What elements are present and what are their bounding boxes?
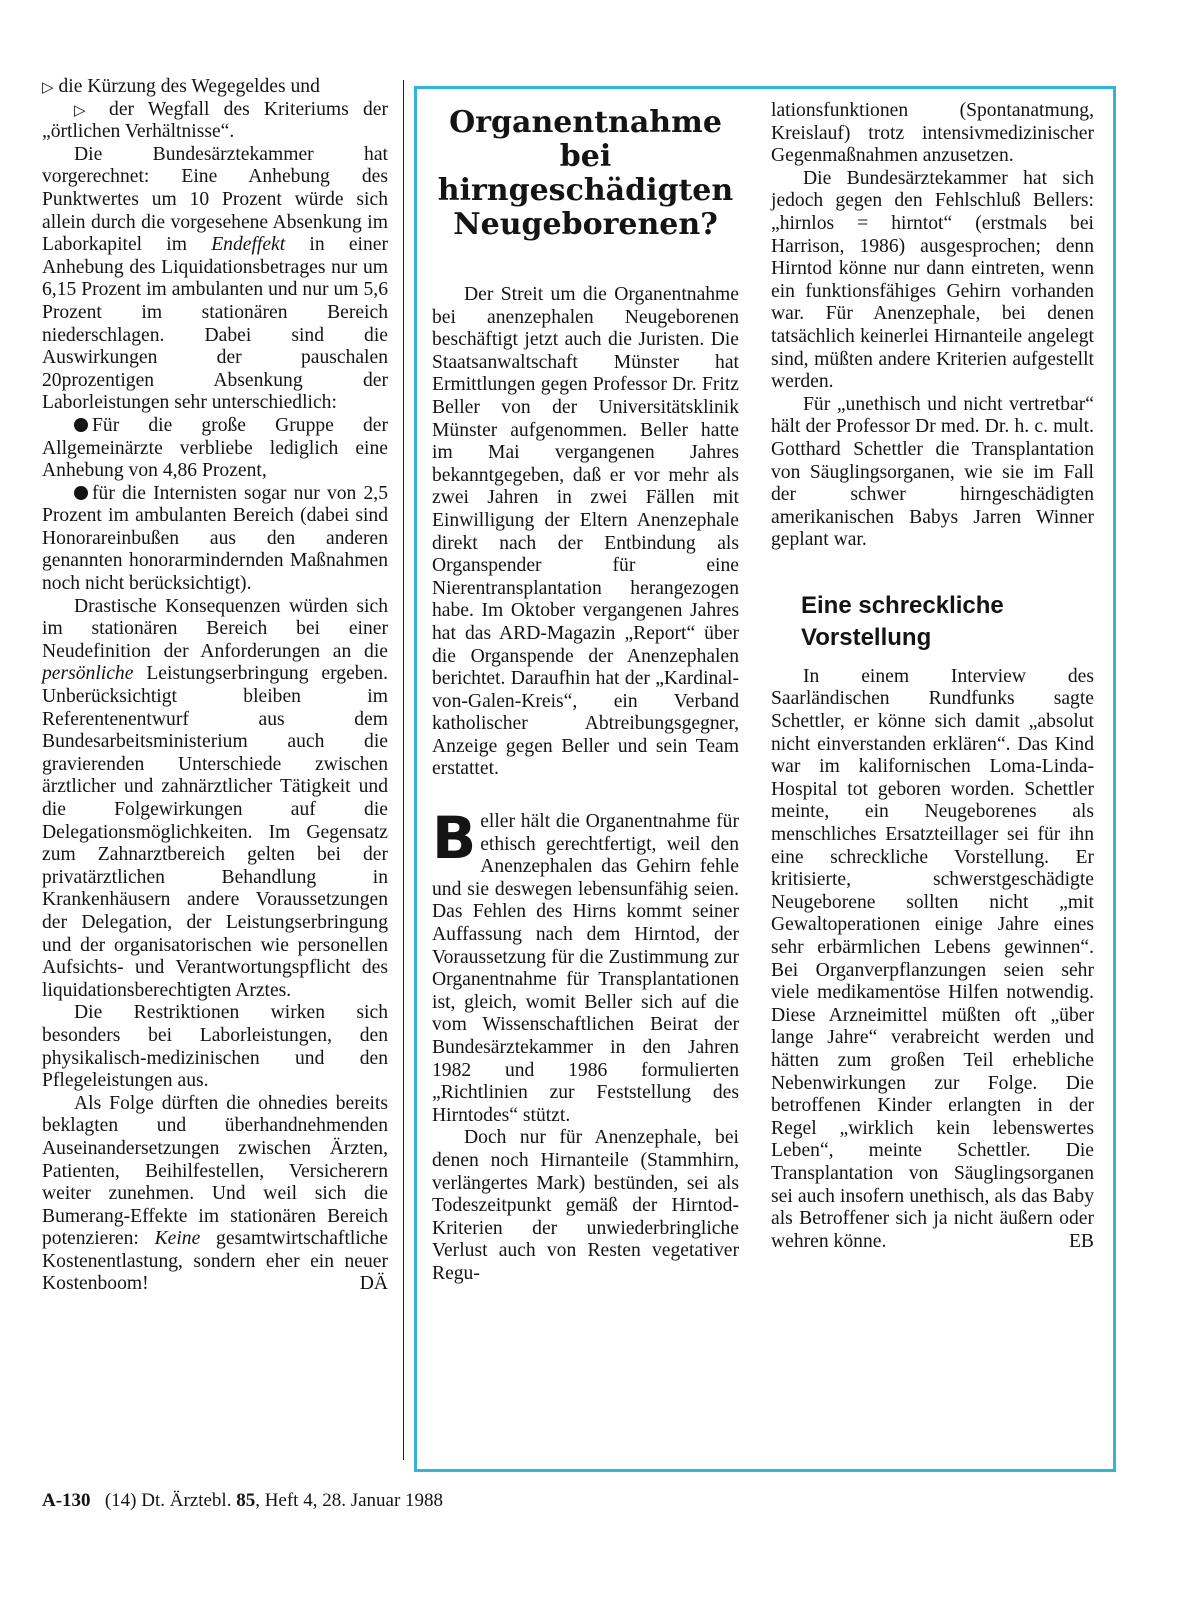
headline-line: bei [559,139,612,174]
list-item-text: Für die große Gruppe der Allgemeinärzte verbliebe lediglich eine Anhebung von 4,86 Prozent, [42,414,388,482]
paragraph: lationsfunktionen (Spontanatmung, Kreislauf) trotz intensivmedizinischer Gegenmaßnahmen anzusetzen. [771,100,1094,167]
sidebar-subheading [801,590,1094,654]
paragraph-text: Leistungserbringung ergeben. Unberücksichtigt bleiben im Referentenentwurf aus dem Bundesarbeitsministerium auch die gravierenden Unterschiede zwischen ärztlicher und zahnärztlicher Tätigkeit und die Folgewirkungen auf die Delegationsmöglichkeiten. Im Gegensatz zum Zahnarztbereich gelten bei der privatärztlichen Behandlung in Krankenhäusern andere Voraussetzungen der Delegation, der Leistungserbringung und der organisatorischen wie personellen Aufsichts- und Verantwortungspflicht des liquidationsberechtigten Arztes. [42,663,388,1001]
paragraph-text: Drastische Konsequenzen würden sich im stationären Bereich bei einer Neudefinition der Anforderungen an die [42,595,388,662]
paragraph: Die Restriktionen wirken sich besonders bei Laborleistungen, den physikalisch-medizinischen und den Pflegeleistungen aus. [42,1002,388,1092]
headline-line: hirngeschädigten [437,173,734,208]
emphasis-text: persönliche [42,663,134,685]
list-item [42,483,388,596]
emphasis-text: Keine [154,1228,201,1250]
sidebar-left-column [432,100,739,1286]
triangle-bullet-icon: ▷ [74,100,95,119]
sidebar-right-column [771,100,1094,1253]
headline-line: Organentnahme [449,105,722,140]
column-divider [403,80,404,1460]
section-gap [432,781,739,811]
paragraph [42,1093,388,1296]
emphasis-text: Endeffekt [211,234,286,256]
paragraph [432,804,739,1127]
sidebar-headline [432,106,739,242]
paragraph: Der Streit um die Organentnahme bei anenzephalen Neugeborenen beschäftigt jetzt auch die Juristen. Die Staatsanwaltschaft Münster hat Ermittlungen gegen Professor Dr. Fritz Beller von der Universitätsklinik Münster aufgenommen. Beller hatte im Mai vergangenen Jahres bekanntgegeben, daß er vor mehr als zwei Jahren in zwei Fällen mit Einwilligung der Eltern Anenzephale direkt nach der Entbindung als Organspender für eine Nierentransplantation herangezogen habe. Im Oktober vergangenen Jahres hat das ARD-Magazin „Report“ über die Organspende der Anenzephalen berichtet. Daraufhin hat der „Kardinal-von-Galen-Kreis“, ein Verband katholischer Abtreibungsgegner, Anzeige gegen Beller und sein Team erstattet. [432,284,739,780]
paragraph: Für „unethisch und nicht vertretbar“ hält der Professor Dr med. Dr. h. c. mult. Gotthard Schettler die Transplantation von Säuglingsorganen, wie sie im Fall der schwer hirngeschädigten amerikanischen Babys Jarren Winner geplant war. [771,393,1094,551]
page-number: A-130 [42,1490,91,1511]
page-footer [42,1490,443,1512]
paragraph-text: In einem Interview des Saarländischen Rundfunks sagte Schettler, er könne sich damit „absolut nicht einverstanden erklären“. Das Kind war im kalifornischen Loma-Linda-Hospital tot geboren worden. Schettler meinte, ein Neugeborenes als menschliches Ersatzteillager sei für ihn eine schreckliche Vorstellung. Er kritisierte, schwerstgeschädigte Neugeborene sollten nicht „mit Gewaltoperationen einige Jahre eines sehr erbärmlichen Lebens gewinnen“. Bei Organverpflanzungen seien sehr viele medikamentöse Hilfen notwendig. Diese Arzneimittel müßten oft „über lange Jahre“ verabreicht werden und hätten zum großen Teil erhebliche Nebenwirkungen zur Folge. Die betroffenen Kinder erlangten in der Regel „wirklich kein lebenswertes Leben“, meinte Schettler. Die Transplantation von Säuglingsorganen sei auch insofern unethisch, als das Baby als Betroffener sich ja nicht äußern oder wehren könne. [771,665,1094,1252]
paragraph-text: gesamtwirtschaftliche Kostenentlastung, sondern eher ein neuer Kostenboom! [42,1228,388,1295]
dot-bullet-icon [74,486,88,500]
subheading-line: Vorstellung [801,623,932,651]
list-item-text: die Kürzung des Wegegeldes und [58,76,320,97]
author-initials: EB [1068,1230,1094,1252]
paragraph: Die Bundesärztekammer hat sich jedoch gegen den Fehlschluß Bellers: „hirnlos = hirntot“ (erstmals bei Harrison, 1986) ausgesprochen; denn Hirntod könne nur dann eintreten, wenn ein funktionsfähiges Gehirn vorhanden war. Für Anenzephale, bei denen tatsächlich keinerlei Hirnanteile angelegt sind, müßten andere Kriterien aufgestellt werden. [771,167,1094,393]
volume-number: 85 [236,1490,256,1511]
dot-bullet-icon [74,418,88,432]
paragraph [42,596,388,1003]
list-item [42,99,388,144]
triangle-bullet-icon: ▷ [42,78,54,96]
left-article-column [42,76,388,1296]
list-item-text: für die Internisten sogar nur von 2,5 Prozent im ambulanten Bereich (dabei sind Honorareinbußen aus den anderen genannten honorarmindernden Maßnahmen noch nicht berücksichtigt). [42,482,388,595]
paragraph: Doch nur für Anenzephale, bei denen noch Hirnanteile (Stammhirn, verlängertes Mark) bestünden, sei als Todeszeitpunkt gemäß der Hirntod-Kriterien der unwiederbringliche Verlust auch von Resten vegetativer Regu- [432,1127,739,1284]
paragraph-text: Als Folge dürften die ohnedies bereits beklagten und überhandnehmenden Auseinandersetzungen zwischen Ärzten, Patienten, Beihilfestellen, Versicherern weiter zunehmen. Und weil sich die Bumerang-Effekte im stationären Bereich potenzieren: [42,1092,388,1250]
paragraph-text: in einer Anhebung des Liquidationsbetrages nur um 6,15 Prozent im ambulanten und nur um 5,6 Prozent im stationären Bereich niederschlagen. Dabei sind die Auswirkungen der pauschalen 20prozentigen Absenkung der Laborleistungen sehr unterschiedlich: [42,234,388,414]
list-item [42,415,388,483]
issue-date: , Heft 4, 28. Januar 1988 [255,1490,444,1511]
paragraph [771,666,1094,1253]
list-item [42,76,388,99]
headline-line: Neugeborenen? [453,207,718,242]
journal-name: (14) Dt. Ärztebl. [104,1490,232,1511]
paragraph-text: Die Bundesärztekammer hat vorgerechnet: Eine Anhebung des Punktwertes um 10 Prozent würde sich allein durch die vorgesehene Absenkung im Laborkapitel im [42,143,388,256]
author-initials: DÄ [359,1273,388,1295]
paragraph-text: eller hält die Organentnahme für ethisch gerechtfertigt, weil den Anenzephalen das Gehirn fehle und sie deswegen lebensunfähig seien. Das Fehlen des Hirns kommt seiner Auffassung nach dem Hirntod, der Voraussetzung für die Zustimmung zur Organentnahme für Transplantationen ist, gleich, womit Beller sich auf die vom Wissenschaftlichen Beirat der Bundesärztekammer in den Jahren 1982 und 1986 formulierten „Richtlinien zur Feststellung des Hirntodes“ stützt. [432,811,739,1126]
drop-cap: B [432,804,477,873]
paragraph [42,144,388,415]
list-item-text: der Wegfall des Kriteriums der „örtlichen Verhältnisse“. [42,98,388,143]
subheading-line: Eine schreckliche [801,591,1004,619]
